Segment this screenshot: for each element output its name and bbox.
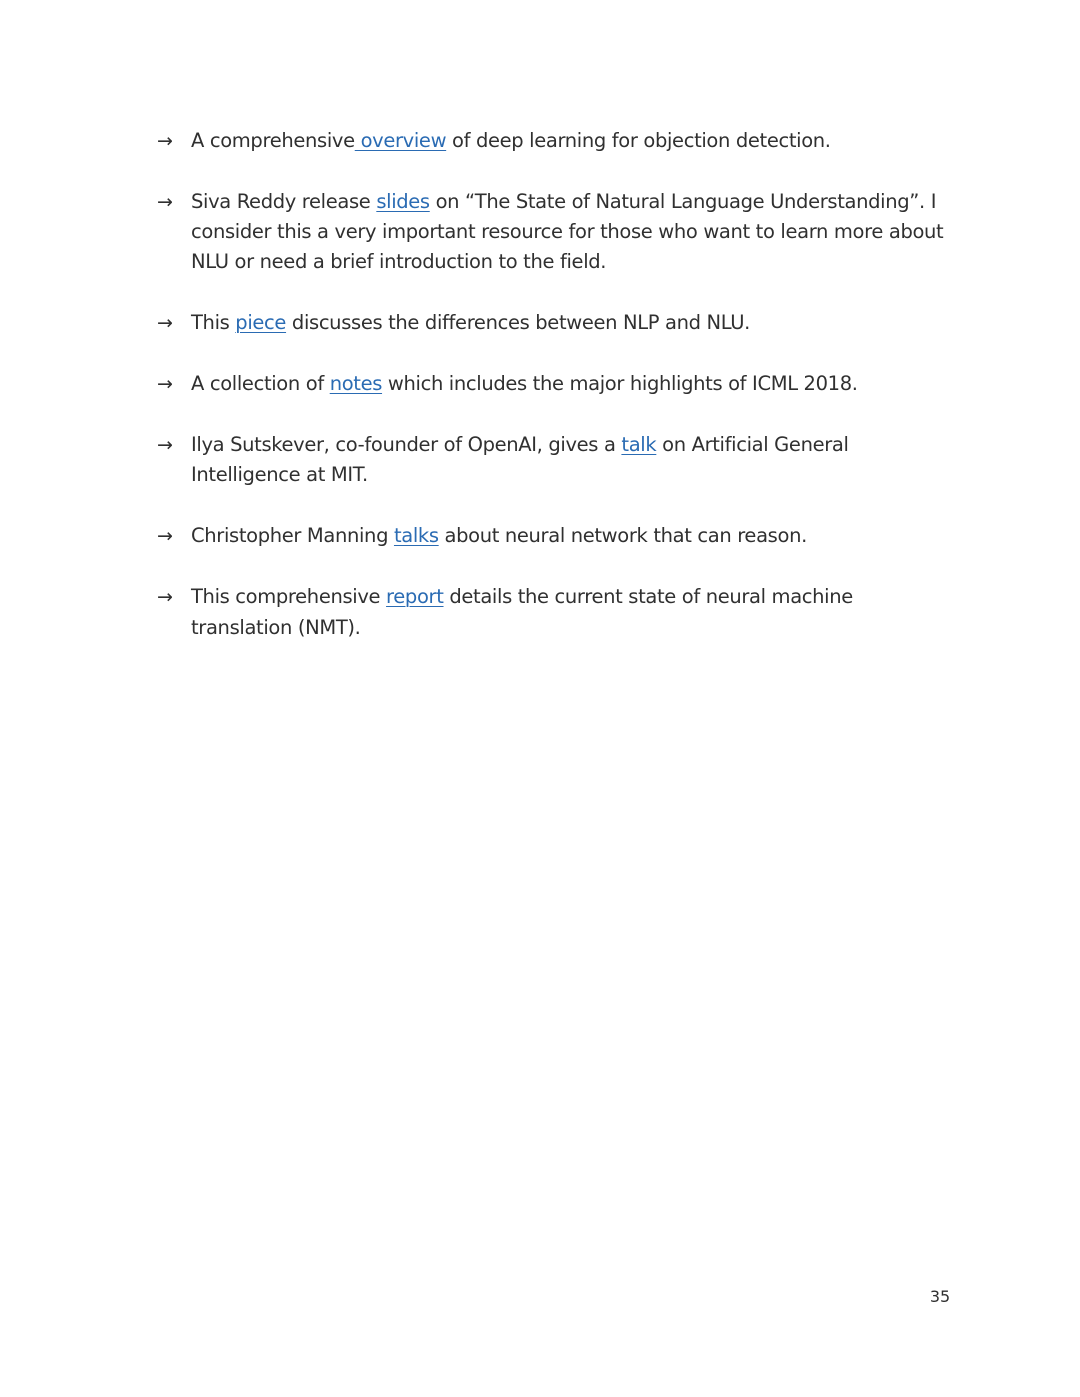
talks-link[interactable]: talks	[393, 524, 439, 548]
page-number: 35	[929, 1287, 951, 1306]
item-text: discusses the differences between NLP and NLU.	[286, 311, 751, 335]
list-item	[157, 126, 957, 156]
list-item	[157, 308, 957, 338]
item-text: details the current state of neural machine translation (NMT).	[191, 585, 853, 639]
item-text: This	[191, 311, 236, 335]
list-item	[157, 521, 957, 551]
arrow-bullet-icon: →	[157, 525, 173, 548]
item-text: about neural network that can reason.	[438, 524, 807, 548]
arrow-bullet-icon: →	[157, 586, 173, 609]
item-text: of deep learning for objection detection.	[446, 129, 831, 152]
list-item	[157, 582, 957, 643]
overview-link[interactable]: overview	[354, 129, 447, 152]
item-text: A collection of	[191, 372, 330, 396]
list-item	[157, 430, 957, 491]
item-text: This comprehensive	[191, 585, 387, 609]
report-link[interactable]: report	[386, 585, 444, 609]
talk-link[interactable]: talk	[621, 433, 657, 457]
list-item	[157, 187, 957, 278]
item-text: on “The State of Natural Language Understanding”. I consider this a very important resource for those who want to learn more about NLU or need a brief introduction to the field.	[191, 189, 944, 274]
item-text: Christopher Manning	[191, 524, 394, 548]
arrow-bullet-icon: →	[157, 190, 173, 213]
list-item	[157, 369, 957, 399]
item-text: which includes the major highlights of ICML 2018.	[382, 372, 858, 396]
item-text: Ilya Sutskever, co-founder of OpenAI, gives a	[191, 433, 622, 457]
piece-link[interactable]: piece	[235, 311, 287, 335]
item-text: Siva Reddy release	[191, 189, 377, 213]
notes-link[interactable]: notes	[329, 372, 383, 396]
slides-link[interactable]: slides	[376, 189, 430, 213]
arrow-bullet-icon: →	[157, 373, 173, 396]
arrow-bullet-icon: →	[157, 312, 173, 335]
item-text: A comprehensive	[191, 129, 355, 152]
resource-list	[157, 126, 957, 673]
item-text: on Artificial General Intelligence at MIT.	[191, 433, 849, 487]
arrow-bullet-icon: →	[157, 130, 173, 152]
arrow-bullet-icon: →	[157, 434, 173, 457]
